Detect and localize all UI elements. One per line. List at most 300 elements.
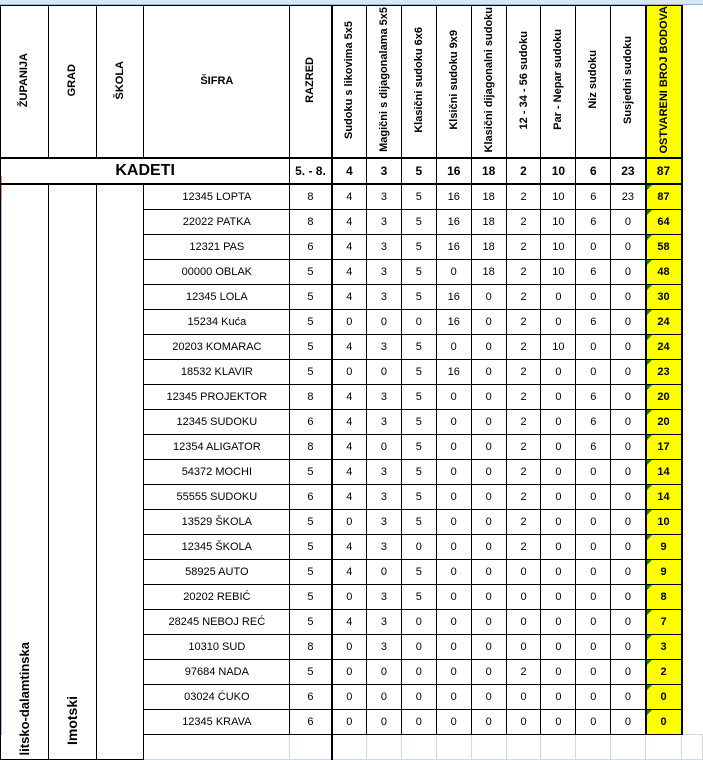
empty-cell[interactable]	[682, 359, 703, 384]
header-total[interactable]: OSTVARENI BROJ BODOVA	[646, 6, 682, 158]
score-cell[interactable]: 3	[367, 534, 402, 559]
score-cell[interactable]: 0	[506, 584, 541, 609]
sifra-cell[interactable]: 97684 NADA	[144, 659, 290, 684]
empty-cell[interactable]	[682, 634, 703, 659]
score-cell[interactable]: 3	[367, 409, 402, 434]
score-cell[interactable]: 3	[367, 509, 402, 534]
score-cell[interactable]: 0	[436, 534, 471, 559]
score-cell[interactable]: 0	[436, 509, 471, 534]
empty-cell[interactable]	[332, 734, 367, 759]
score-cell[interactable]: 18	[471, 259, 506, 284]
score-cell[interactable]: 0	[436, 409, 471, 434]
score-cell[interactable]: 0	[401, 659, 436, 684]
score-cell[interactable]: 5	[401, 584, 436, 609]
score-cell[interactable]: 0	[436, 659, 471, 684]
score-cell[interactable]: 4	[332, 609, 367, 634]
razred-cell[interactable]: 5	[290, 559, 332, 584]
total-cell[interactable]	[646, 209, 682, 234]
score-cell[interactable]: 5	[401, 384, 436, 409]
sifra-cell[interactable]: 13529 ŠKOLA	[144, 509, 290, 534]
score-cell[interactable]: 5	[401, 434, 436, 459]
score-cell[interactable]: 0	[611, 559, 646, 584]
total-cell[interactable]	[646, 409, 682, 434]
score-cell[interactable]: 0	[401, 309, 436, 334]
max-points-cell[interactable]: 5	[401, 158, 436, 184]
score-cell[interactable]: 0	[576, 709, 611, 734]
score-cell[interactable]: 5	[401, 234, 436, 259]
score-cell[interactable]: 0	[436, 434, 471, 459]
header-task[interactable]: Klasični dijagonalni sudoku	[471, 6, 506, 158]
score-cell[interactable]: 0	[471, 334, 506, 359]
score-cell[interactable]: 0	[506, 609, 541, 634]
score-cell[interactable]: 0	[611, 384, 646, 409]
score-cell[interactable]: 4	[332, 534, 367, 559]
max-points-cell[interactable]: 23	[611, 158, 646, 184]
total-cell[interactable]	[646, 634, 682, 659]
score-cell[interactable]: 0	[506, 559, 541, 584]
total-cell[interactable]	[646, 484, 682, 509]
sifra-cell[interactable]: 12345 PROJEKTOR	[144, 384, 290, 409]
empty-cell[interactable]	[682, 259, 703, 284]
razred-cell[interactable]: 6	[290, 409, 332, 434]
category-razred[interactable]: 5. - 8.	[290, 158, 332, 184]
razred-cell[interactable]: 8	[290, 384, 332, 409]
score-cell[interactable]: 4	[332, 259, 367, 284]
header-skola[interactable]: ŠKOLA	[96, 6, 144, 158]
score-cell[interactable]: 2	[506, 434, 541, 459]
score-cell[interactable]: 2	[506, 234, 541, 259]
score-cell[interactable]: 10	[541, 334, 576, 359]
score-cell[interactable]: 0	[576, 584, 611, 609]
razred-cell[interactable]: 5	[290, 309, 332, 334]
razred-cell[interactable]: 5	[290, 509, 332, 534]
score-cell[interactable]: 4	[332, 334, 367, 359]
razred-cell[interactable]: 6	[290, 709, 332, 734]
score-cell[interactable]: 3	[367, 334, 402, 359]
score-cell[interactable]: 3	[367, 259, 402, 284]
score-cell[interactable]: 0	[541, 359, 576, 384]
header-razred[interactable]: RAZRED	[290, 6, 332, 158]
max-points-cell[interactable]: 6	[576, 158, 611, 184]
score-cell[interactable]: 5	[401, 334, 436, 359]
score-cell[interactable]: 0	[436, 709, 471, 734]
score-cell[interactable]: 0	[471, 359, 506, 384]
score-cell[interactable]: 0	[436, 634, 471, 659]
score-cell[interactable]: 0	[611, 334, 646, 359]
total-cell[interactable]	[646, 234, 682, 259]
score-cell[interactable]: 0	[471, 284, 506, 309]
empty-cell[interactable]	[682, 609, 703, 634]
score-cell[interactable]: 6	[576, 259, 611, 284]
score-cell[interactable]: 0	[541, 559, 576, 584]
empty-cell[interactable]	[682, 709, 703, 734]
score-cell[interactable]: 0	[541, 609, 576, 634]
sifra-cell[interactable]: 10310 SUD	[144, 634, 290, 659]
header-task[interactable]: Niz sudoku	[576, 6, 611, 158]
score-cell[interactable]: 16	[436, 184, 471, 210]
score-cell[interactable]: 5	[401, 284, 436, 309]
sifra-cell[interactable]: 03024 ĆUKO	[144, 684, 290, 709]
score-cell[interactable]: 3	[367, 584, 402, 609]
empty-cell[interactable]	[682, 734, 703, 759]
razred-cell[interactable]: 6	[290, 684, 332, 709]
zupanija-cell[interactable]: litsko-dalamtinska	[1, 184, 49, 760]
score-cell[interactable]: 0	[471, 609, 506, 634]
score-cell[interactable]: 3	[367, 634, 402, 659]
score-cell[interactable]: 0	[541, 509, 576, 534]
score-cell[interactable]: 0	[436, 334, 471, 359]
empty-cell[interactable]	[541, 734, 576, 759]
razred-cell[interactable]: 8	[290, 209, 332, 234]
skola-cell[interactable]	[96, 184, 144, 760]
sifra-cell[interactable]: 54372 MOCHI	[144, 459, 290, 484]
score-cell[interactable]: 0	[332, 634, 367, 659]
score-cell[interactable]: 16	[436, 309, 471, 334]
empty-cell[interactable]	[682, 284, 703, 309]
score-cell[interactable]: 0	[332, 684, 367, 709]
score-cell[interactable]: 2	[506, 409, 541, 434]
total-cell[interactable]	[646, 384, 682, 409]
score-cell[interactable]: 0	[541, 634, 576, 659]
score-cell[interactable]: 0	[471, 634, 506, 659]
header-task[interactable]: Klsični sudoku 9x9	[436, 6, 471, 158]
score-cell[interactable]: 0	[332, 584, 367, 609]
razred-cell[interactable]: 5	[290, 534, 332, 559]
grad-cell[interactable]: Imotski	[48, 184, 96, 760]
score-cell[interactable]: 3	[367, 384, 402, 409]
score-cell[interactable]: 0	[576, 559, 611, 584]
sifra-cell[interactable]: 00000 OBLAK	[144, 259, 290, 284]
max-points-cell[interactable]: 10	[541, 158, 576, 184]
score-cell[interactable]: 0	[436, 684, 471, 709]
score-cell[interactable]: 0	[436, 459, 471, 484]
score-cell[interactable]: 0	[471, 384, 506, 409]
score-cell[interactable]: 3	[367, 484, 402, 509]
sifra-cell[interactable]: 12354 ALIGATOR	[144, 434, 290, 459]
score-cell[interactable]: 0	[367, 709, 402, 734]
score-cell[interactable]: 0	[541, 434, 576, 459]
score-cell[interactable]: 2	[506, 484, 541, 509]
score-cell[interactable]: 4	[332, 184, 367, 210]
score-cell[interactable]: 0	[506, 634, 541, 659]
score-cell[interactable]: 0	[506, 684, 541, 709]
score-cell[interactable]: 5	[401, 184, 436, 210]
sifra-cell[interactable]: 28245 NEBOJ REĆ	[144, 609, 290, 634]
razred-cell[interactable]: 8	[290, 634, 332, 659]
score-cell[interactable]: 0	[611, 534, 646, 559]
score-cell[interactable]: 3	[367, 184, 402, 210]
empty-cell[interactable]	[506, 734, 541, 759]
header-grad[interactable]: GRAD	[48, 6, 96, 158]
sifra-cell[interactable]: 12345 LOLA	[144, 284, 290, 309]
sifra-cell[interactable]: 58925 AUTO	[144, 559, 290, 584]
score-cell[interactable]: 0	[611, 634, 646, 659]
score-cell[interactable]: 3	[367, 284, 402, 309]
razred-cell[interactable]: 5	[290, 584, 332, 609]
empty-cell[interactable]	[367, 734, 402, 759]
empty-cell[interactable]	[576, 734, 611, 759]
score-cell[interactable]: 2	[506, 259, 541, 284]
razred-cell[interactable]: 5	[290, 459, 332, 484]
score-cell[interactable]: 10	[541, 259, 576, 284]
score-cell[interactable]: 2	[506, 359, 541, 384]
score-cell[interactable]: 0	[471, 409, 506, 434]
score-cell[interactable]: 0	[401, 684, 436, 709]
score-cell[interactable]: 0	[541, 534, 576, 559]
score-cell[interactable]: 2	[506, 284, 541, 309]
score-cell[interactable]: 0	[611, 409, 646, 434]
score-cell[interactable]: 0	[471, 709, 506, 734]
score-cell[interactable]: 16	[436, 234, 471, 259]
score-cell[interactable]: 0	[471, 459, 506, 484]
sifra-cell[interactable]: 20203 KOMARAC	[144, 334, 290, 359]
score-cell[interactable]: 0	[611, 234, 646, 259]
score-cell[interactable]: 0	[576, 459, 611, 484]
razred-cell[interactable]: 5	[290, 259, 332, 284]
score-cell[interactable]: 3	[367, 609, 402, 634]
razred-cell[interactable]: 5	[290, 334, 332, 359]
score-cell[interactable]: 0	[332, 509, 367, 534]
score-cell[interactable]: 0	[611, 509, 646, 534]
score-cell[interactable]: 5	[401, 359, 436, 384]
score-cell[interactable]: 0	[541, 284, 576, 309]
score-cell[interactable]: 0	[471, 584, 506, 609]
header-zupanija[interactable]: ŽUPANIJA	[1, 6, 49, 158]
empty-cell[interactable]	[682, 459, 703, 484]
score-cell[interactable]: 0	[611, 359, 646, 384]
empty-cell[interactable]	[646, 734, 682, 759]
score-cell[interactable]: 0	[436, 259, 471, 284]
score-cell[interactable]: 0	[471, 484, 506, 509]
total-cell[interactable]	[646, 359, 682, 384]
empty-cell[interactable]	[682, 234, 703, 259]
score-cell[interactable]: 0	[611, 259, 646, 284]
sifra-cell[interactable]: 15234 Kuća	[144, 309, 290, 334]
header-task[interactable]: Sudoku s likovima 5x5	[332, 6, 367, 158]
max-points-cell[interactable]: 3	[367, 158, 402, 184]
total-cell[interactable]	[646, 184, 682, 210]
empty-cell[interactable]	[144, 734, 290, 759]
score-cell[interactable]: 0	[541, 459, 576, 484]
score-cell[interactable]: 0	[471, 659, 506, 684]
score-cell[interactable]: 5	[401, 409, 436, 434]
score-cell[interactable]: 0	[611, 484, 646, 509]
razred-cell[interactable]: 8	[290, 434, 332, 459]
empty-cell[interactable]	[682, 184, 703, 210]
score-cell[interactable]: 0	[611, 609, 646, 634]
razred-cell[interactable]: 6	[290, 234, 332, 259]
score-cell[interactable]: 0	[471, 509, 506, 534]
total-cell[interactable]	[646, 559, 682, 584]
score-cell[interactable]: 2	[506, 659, 541, 684]
score-cell[interactable]: 0	[576, 659, 611, 684]
empty-cell[interactable]	[682, 158, 703, 184]
score-cell[interactable]: 0	[506, 709, 541, 734]
razred-cell[interactable]: 8	[290, 184, 332, 210]
score-cell[interactable]: 4	[332, 459, 367, 484]
empty-cell[interactable]	[682, 409, 703, 434]
header-sifra[interactable]: ŠIFRA	[144, 6, 290, 158]
score-cell[interactable]: 6	[576, 384, 611, 409]
score-cell[interactable]: 0	[332, 309, 367, 334]
score-cell[interactable]: 16	[436, 359, 471, 384]
total-cell[interactable]	[646, 709, 682, 734]
total-cell[interactable]	[646, 334, 682, 359]
score-cell[interactable]: 5	[401, 559, 436, 584]
score-cell[interactable]: 3	[367, 459, 402, 484]
score-cell[interactable]: 5	[401, 484, 436, 509]
sifra-cell[interactable]: 55555 SUDOKU	[144, 484, 290, 509]
sifra-cell[interactable]: 20202 REBIĆ	[144, 584, 290, 609]
score-cell[interactable]: 0	[541, 584, 576, 609]
score-cell[interactable]: 0	[541, 484, 576, 509]
max-points-cell[interactable]: 2	[506, 158, 541, 184]
score-cell[interactable]: 0	[436, 584, 471, 609]
score-cell[interactable]: 4	[332, 434, 367, 459]
score-cell[interactable]: 2	[506, 534, 541, 559]
sifra-cell[interactable]: 18532 KLAVIR	[144, 359, 290, 384]
score-cell[interactable]: 16	[436, 284, 471, 309]
empty-cell[interactable]	[682, 484, 703, 509]
header-task[interactable]: 12 - 34 - 56 sudoku	[506, 6, 541, 158]
total-cell[interactable]	[646, 509, 682, 534]
razred-cell[interactable]: 5	[290, 284, 332, 309]
total-cell[interactable]	[646, 459, 682, 484]
empty-cell[interactable]	[682, 309, 703, 334]
score-cell[interactable]: 0	[541, 384, 576, 409]
score-cell[interactable]: 0	[401, 709, 436, 734]
header-task[interactable]: Magični s dijagonalama 5x5	[367, 6, 402, 158]
score-cell[interactable]: 6	[576, 184, 611, 210]
max-points-cell[interactable]: 4	[332, 158, 367, 184]
empty-cell[interactable]	[682, 6, 703, 158]
score-cell[interactable]: 18	[471, 184, 506, 210]
score-cell[interactable]: 0	[611, 309, 646, 334]
empty-cell[interactable]	[682, 384, 703, 409]
total-cell[interactable]	[646, 659, 682, 684]
category-title[interactable]: KADETI	[1, 158, 290, 184]
score-cell[interactable]: 0	[332, 359, 367, 384]
score-cell[interactable]: 5	[401, 259, 436, 284]
razred-cell[interactable]: 6	[290, 484, 332, 509]
header-task[interactable]: Par - Nepar sudoku	[541, 6, 576, 158]
empty-cell[interactable]	[682, 559, 703, 584]
score-cell[interactable]: 0	[401, 634, 436, 659]
sifra-cell[interactable]: 12345 ŠKOLA	[144, 534, 290, 559]
score-cell[interactable]: 10	[541, 234, 576, 259]
empty-cell[interactable]	[436, 734, 471, 759]
score-cell[interactable]: 0	[436, 609, 471, 634]
sifra-cell[interactable]: 12345 KRAVA	[144, 709, 290, 734]
max-points-cell[interactable]: 18	[471, 158, 506, 184]
empty-cell[interactable]	[682, 584, 703, 609]
empty-cell[interactable]	[682, 434, 703, 459]
score-cell[interactable]: 2	[506, 209, 541, 234]
razred-cell[interactable]: 5	[290, 609, 332, 634]
empty-cell[interactable]	[471, 734, 506, 759]
score-cell[interactable]: 0	[367, 359, 402, 384]
score-cell[interactable]: 5	[401, 459, 436, 484]
empty-cell[interactable]	[401, 734, 436, 759]
score-cell[interactable]: 0	[471, 684, 506, 709]
empty-cell[interactable]	[290, 734, 332, 759]
score-cell[interactable]: 4	[332, 284, 367, 309]
razred-cell[interactable]: 5	[290, 359, 332, 384]
total-cell[interactable]	[646, 259, 682, 284]
sifra-cell[interactable]: 22022 PATKA	[144, 209, 290, 234]
header-task[interactable]: Klasični sudoku 6x6	[401, 6, 436, 158]
razred-cell[interactable]: 5	[290, 659, 332, 684]
score-cell[interactable]: 0	[576, 609, 611, 634]
score-cell[interactable]: 2	[506, 184, 541, 210]
score-cell[interactable]: 0	[401, 609, 436, 634]
score-cell[interactable]: 0	[541, 309, 576, 334]
score-cell[interactable]: 0	[576, 634, 611, 659]
score-cell[interactable]: 2	[506, 459, 541, 484]
score-cell[interactable]: 0	[436, 384, 471, 409]
score-cell[interactable]: 2	[506, 334, 541, 359]
score-cell[interactable]: 0	[541, 409, 576, 434]
score-cell[interactable]: 6	[576, 434, 611, 459]
score-cell[interactable]: 4	[332, 409, 367, 434]
empty-cell[interactable]	[682, 209, 703, 234]
score-cell[interactable]: 0	[576, 359, 611, 384]
score-cell[interactable]: 0	[576, 684, 611, 709]
header-task[interactable]: Susjedni sudoku	[611, 6, 646, 158]
sifra-cell[interactable]: 12345 SUDOKU	[144, 409, 290, 434]
score-cell[interactable]: 0	[332, 709, 367, 734]
score-cell[interactable]: 0	[611, 684, 646, 709]
score-cell[interactable]: 0	[367, 434, 402, 459]
score-cell[interactable]: 0	[611, 284, 646, 309]
score-cell[interactable]: 0	[367, 559, 402, 584]
empty-cell[interactable]	[682, 534, 703, 559]
sifra-cell[interactable]: 12321 PAS	[144, 234, 290, 259]
score-cell[interactable]: 0	[576, 534, 611, 559]
score-cell[interactable]: 6	[576, 309, 611, 334]
score-cell[interactable]: 0	[576, 509, 611, 534]
score-cell[interactable]: 4	[332, 209, 367, 234]
score-cell[interactable]: 0	[471, 309, 506, 334]
score-cell[interactable]: 3	[367, 234, 402, 259]
score-cell[interactable]: 0	[367, 309, 402, 334]
score-cell[interactable]: 0	[541, 684, 576, 709]
score-cell[interactable]: 16	[436, 209, 471, 234]
score-cell[interactable]: 0	[576, 484, 611, 509]
score-cell[interactable]: 0	[401, 534, 436, 559]
score-cell[interactable]: 4	[332, 384, 367, 409]
total-cell[interactable]	[646, 284, 682, 309]
total-cell[interactable]	[646, 609, 682, 634]
total-cell[interactable]	[646, 684, 682, 709]
score-cell[interactable]: 5	[401, 509, 436, 534]
score-cell[interactable]: 0	[611, 659, 646, 684]
score-cell[interactable]: 0	[471, 559, 506, 584]
score-cell[interactable]: 4	[332, 484, 367, 509]
score-cell[interactable]: 0	[367, 684, 402, 709]
total-cell[interactable]	[646, 309, 682, 334]
empty-cell[interactable]	[611, 734, 646, 759]
total-cell[interactable]	[646, 584, 682, 609]
score-cell[interactable]: 0	[367, 659, 402, 684]
score-cell[interactable]: 3	[367, 209, 402, 234]
score-cell[interactable]: 10	[541, 184, 576, 210]
score-cell[interactable]: 2	[506, 309, 541, 334]
score-cell[interactable]: 0	[611, 434, 646, 459]
score-cell[interactable]: 18	[471, 209, 506, 234]
score-cell[interactable]: 18	[471, 234, 506, 259]
sifra-cell[interactable]: 12345 LOPTA	[144, 184, 290, 210]
